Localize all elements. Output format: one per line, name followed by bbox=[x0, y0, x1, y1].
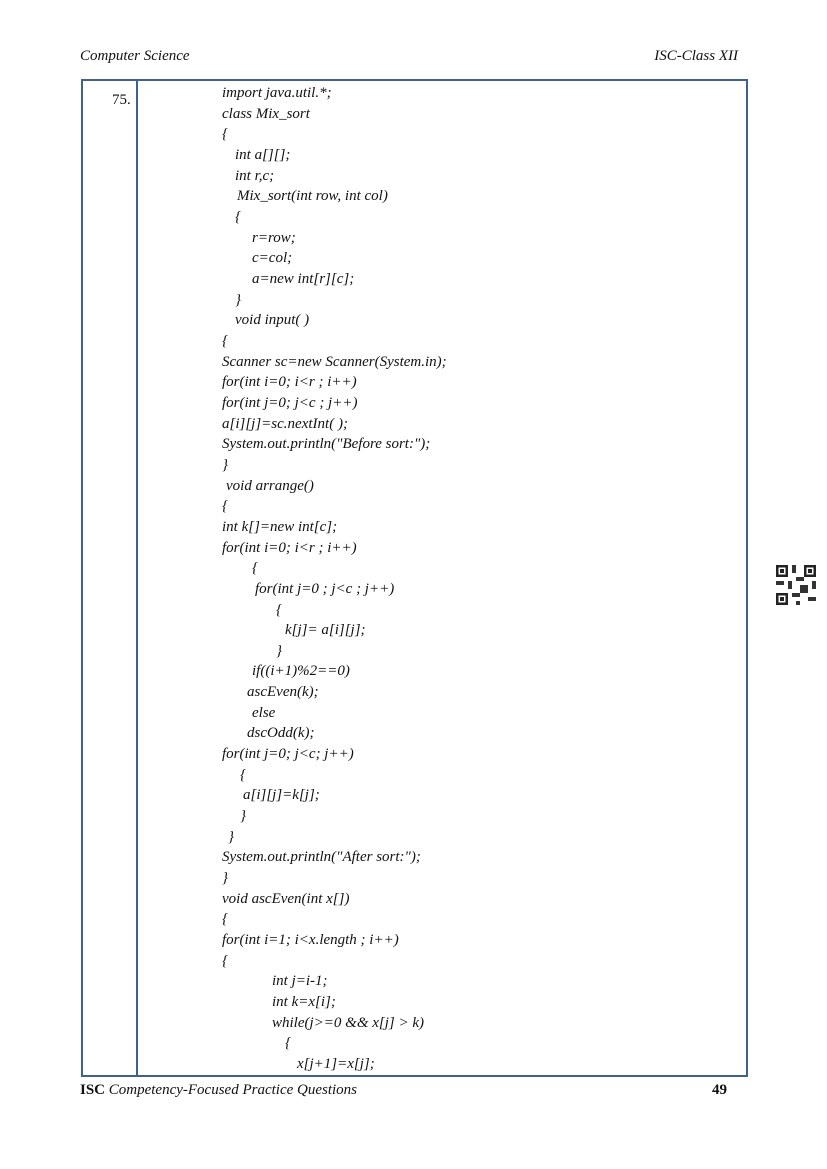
code-line: a[i][j]=sc.nextInt( ); bbox=[222, 415, 348, 432]
code-line: void arrange() bbox=[226, 477, 314, 494]
code-line: c=col; bbox=[252, 250, 293, 267]
footer-brand: ISC bbox=[80, 1082, 106, 1098]
code-line: x[j+1]=x[j]; bbox=[297, 1056, 375, 1073]
code-line: class Mix_sort bbox=[222, 105, 310, 122]
code-line: System.out.println("Before sort:"); bbox=[222, 436, 431, 453]
code-line: { bbox=[222, 332, 228, 349]
qr-code-icon bbox=[776, 565, 816, 605]
code-line: int k=x[i]; bbox=[272, 994, 336, 1011]
code-line: Scanner sc=new Scanner(System.in); bbox=[222, 353, 447, 370]
code-line: void input( ) bbox=[235, 312, 310, 329]
code-line: } bbox=[235, 291, 241, 308]
code-line: { bbox=[235, 208, 241, 225]
code-line: r=row; bbox=[252, 229, 296, 246]
code-line: } bbox=[228, 828, 234, 845]
code-line: { bbox=[240, 766, 246, 783]
code-line: { bbox=[222, 952, 228, 969]
code-line: } bbox=[222, 456, 228, 473]
code-line: else bbox=[252, 704, 276, 721]
code-line: for(int i=0; i<r ; i++) bbox=[222, 539, 357, 556]
code-line: { bbox=[222, 498, 228, 515]
column-divider bbox=[136, 80, 138, 1075]
code-line: for(int j=0; j<c; j++) bbox=[222, 746, 354, 763]
code-line: int k[]=new int[c]; bbox=[222, 518, 338, 535]
code-line: dscOdd(k); bbox=[247, 725, 315, 742]
code-line: int r,c; bbox=[235, 167, 275, 184]
code-line: while(j>=0 && x[j] > k) bbox=[272, 1014, 425, 1031]
code-line: } bbox=[222, 870, 228, 887]
code-line: for(int i=0; i<r ; i++) bbox=[222, 374, 357, 391]
code-line: Mix_sort(int row, int col) bbox=[237, 188, 388, 205]
code-line: a=new int[r][c]; bbox=[252, 270, 355, 287]
code-line: ascEven(k); bbox=[247, 684, 319, 701]
code-line: { bbox=[276, 601, 282, 618]
code-line: { bbox=[285, 1035, 291, 1052]
question-number: 75. bbox=[112, 92, 131, 108]
code-line: } bbox=[276, 642, 282, 659]
header-subject: Computer Science bbox=[80, 48, 190, 64]
code-line: if((i+1)%2==0) bbox=[252, 663, 350, 680]
code-line: int a[][]; bbox=[235, 146, 291, 163]
code-line: import java.util.*; bbox=[222, 85, 332, 101]
code-line: void ascEven(int x[]) bbox=[222, 890, 350, 907]
code-line: for(int i=1; i<x.length ; i++) bbox=[222, 932, 399, 949]
header-class: ISC-Class XII bbox=[654, 48, 738, 64]
code-line: k[j]= a[i][j]; bbox=[285, 622, 366, 639]
code-line: for(int j=0 ; j<c ; j++) bbox=[255, 580, 395, 597]
code-line: { bbox=[222, 911, 228, 928]
code-line: } bbox=[240, 808, 246, 825]
code-line: int j=i-1; bbox=[272, 973, 328, 990]
question-box bbox=[81, 79, 748, 1077]
footer-title bbox=[80, 1082, 357, 1099]
footer-book-title: Competency-Focused Practice Questions bbox=[108, 1082, 358, 1098]
code-line: { bbox=[222, 126, 228, 143]
code-line: a[i][j]=k[j]; bbox=[243, 787, 320, 804]
page-number: 49 bbox=[712, 1082, 727, 1098]
code-line: { bbox=[252, 560, 258, 577]
code-line: System.out.println("After sort:"); bbox=[222, 849, 421, 866]
code-line: for(int j=0; j<c ; j++) bbox=[222, 394, 358, 411]
